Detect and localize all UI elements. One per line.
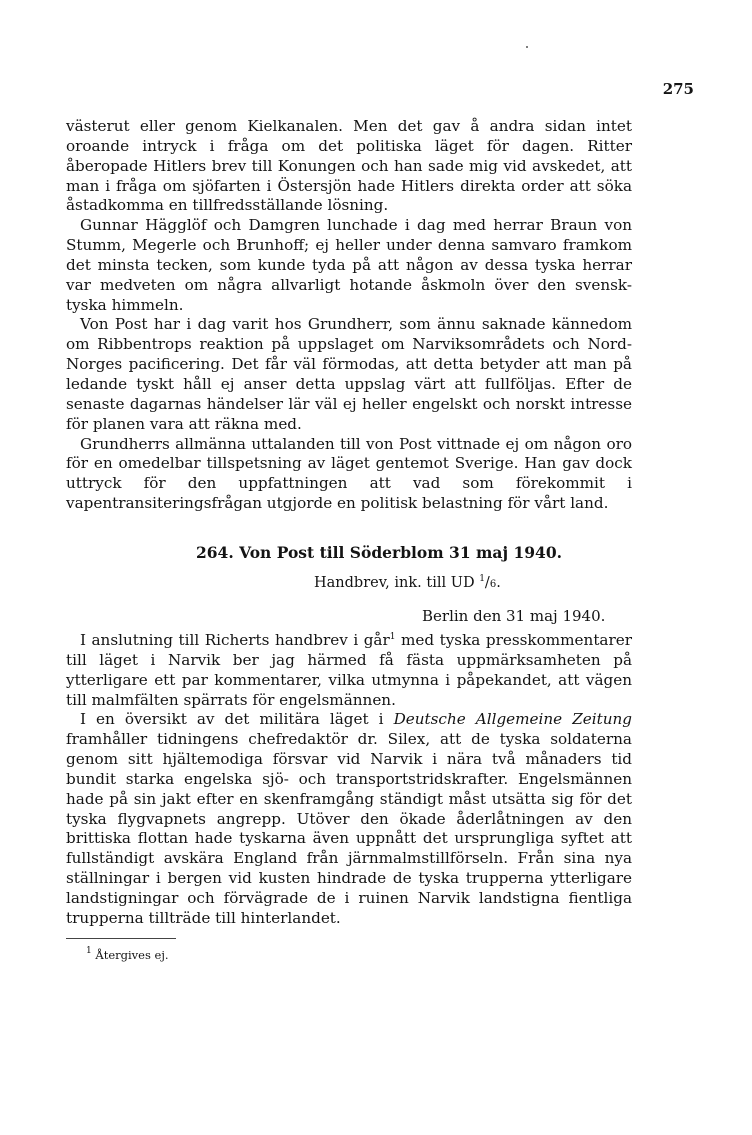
fraction-numerator: 1 <box>479 574 485 584</box>
document-source-line <box>314 574 501 595</box>
letter-text: med tyska presskommentarer till läget i Narvik ber jag härmed få fästa uppmärksamheten på ytterligare ett par kommentarer, vilka utmynna i påpekandet, att vägen till malmfälten spärrats för engelsmännen. <box>66 631 632 709</box>
source-end: . <box>496 575 501 591</box>
scan-speck <box>526 46 528 48</box>
paragraph: Von Post har i dag varit hos Grundherr, som ännu saknade kännedom om Ribbentrops reaktion på uppslaget om Narviksområdets och Nord-Norges pacificering. Det får väl förmodas, att detta betyder att man på ledande tyskt håll ej anser detta uppslag värt att fullföljas. Efter de senaste dagarnas händelser lär väl ej heller engelskt och norskt intresse för planen vara att räkna med. <box>66 315 632 433</box>
page-number: 275 <box>662 80 694 98</box>
body-text-top <box>66 117 632 514</box>
newspaper-title: Deutsche Allgemeine Zeitung <box>393 710 633 729</box>
footnote-reference: 1 <box>389 632 396 642</box>
letter-text: framhåller tidningens chefredaktör dr. Silex, att de tyska soldaterna genom sitt hjältemodiga försvar vid Narvik i nära två månaders tid bundit starka engelska sjö- och transportstridskrafter. Engelsmännen hade på sin jakt efter en skenframgång ständigt måst utsätta sig för det tyska flygvapnets angrepp. Utöver den ökade åderlåtningen av den brittiska flottan hade tyskarna även uppnått det ursprungliga syftet att fullständigt avskära England från järnmalmstillförseln. Från sina nya ställningar i bergen vid kusten hindrade de tyska trupperna ytterligare landstigningar och förvägrade de i ruinen Narvik landstigna fientliga trupperna tillträde till hinterlandet. <box>66 730 632 927</box>
document-heading: 264. Von Post till Söderblom 31 maj 1940. <box>195 543 563 562</box>
letter-text: I anslutning till Richerts handbrev i går <box>80 631 390 649</box>
footnote-divider <box>66 938 176 939</box>
letter-paragraph <box>66 710 632 928</box>
paragraph: Grundherrs allmänna uttalanden till von Post vittnade ej om någon oro för en omedelbar tillspetsning av läget gentemot Sverige. Han gav dock uttryck för den uppfattningen att vad som förekommit i vapentransiteringsfrågan utgjorde en politisk belastning för vårt land. <box>66 434 632 513</box>
footnote-marker: 1 <box>86 946 92 956</box>
footnote <box>86 946 169 966</box>
source-text: Handbrev, ink. till UD <box>314 575 475 591</box>
paragraph: västerut eller genom Kielkanalen. Men det gav å andra sidan intet oroande intryck i fråga om det politiska läget för dagen. Ritter åberopade Hitlers brev till Konungen och han sade mig vid avskedet, att man i fråga om sjöfarten i Östersjön hade Hitlers direkta order att söka åstadkomma en tillfredsställande lösning. <box>66 117 632 215</box>
paragraph: Gunnar Hägglöf och Damgren lunchade i dag med herrar Braun von Stumm, Megerle och Brunhoff; ej heller under denna samvaro framkom det minsta tecken, som kunde tyda på att någon av dessa tyska herrar var medveten om några allvarligt hotande åskmoln över den svensk-tyska himmeln. <box>66 216 632 314</box>
fraction-denominator: 6 <box>489 579 497 590</box>
place-date-line: Berlin den 31 maj 1940. <box>422 607 606 625</box>
footnote-text: Återgives ej. <box>91 948 169 962</box>
fraction-slash: / <box>484 575 490 591</box>
letter-body <box>66 631 632 929</box>
letter-paragraph <box>66 631 632 710</box>
letter-text: I en översikt av det militära läget i <box>80 710 394 729</box>
